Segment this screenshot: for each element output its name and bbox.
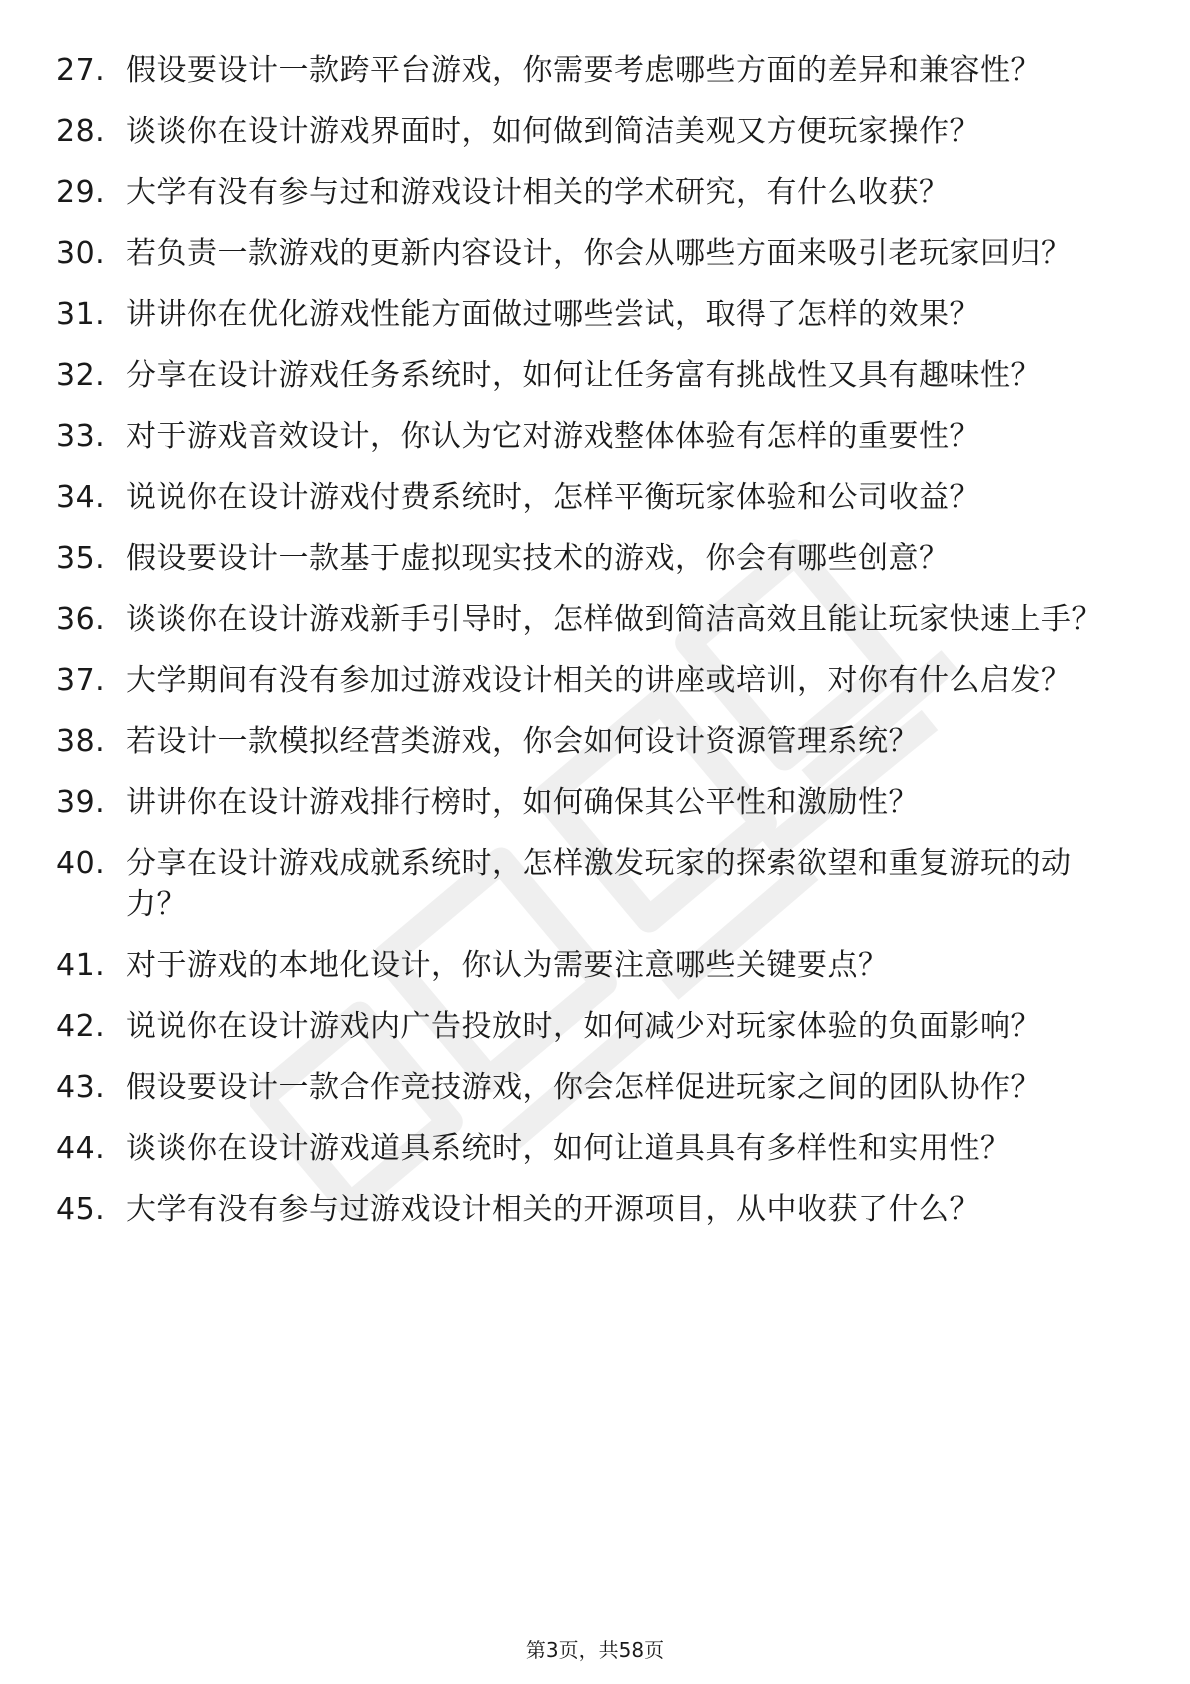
question-item <box>0 416 1190 457</box>
question-number: 39. <box>56 785 106 820</box>
question-number: 29. <box>56 175 106 210</box>
question-number: 35. <box>56 541 106 576</box>
question-item <box>0 233 1190 274</box>
question-number: 32. <box>56 358 106 393</box>
question-item <box>0 477 1190 518</box>
question-text: 谈谈你在设计游戏新手引导时，怎样做到简洁高效且能让玩家快速上手？ <box>126 602 1102 637</box>
question-item <box>0 599 1190 640</box>
question-text: 大学有没有参与过游戏设计相关的开源项目，从中收获了什么？ <box>126 1192 980 1227</box>
question-number: 38. <box>56 724 106 759</box>
question-text: 大学有没有参与过和游戏设计相关的学术研究，有什么收获？ <box>126 175 950 210</box>
question-number: 34. <box>56 480 106 515</box>
question-number: 40. <box>56 846 106 881</box>
question-item <box>0 945 1190 986</box>
question-text: 谈谈你在设计游戏界面时，如何做到简洁美观又方便玩家操作？ <box>126 114 980 149</box>
question-item <box>0 721 1190 762</box>
question-number: 41. <box>56 948 106 983</box>
question-number: 28. <box>56 114 106 149</box>
question-item <box>0 355 1190 396</box>
question-item <box>0 172 1190 213</box>
question-number: 27. <box>56 53 106 88</box>
question-item <box>0 1128 1190 1169</box>
question-text: 分享在设计游戏任务系统时，如何让任务富有挑战性又具有趣味性？ <box>126 358 1041 393</box>
question-text: 讲讲你在优化游戏性能方面做过哪些尝试，取得了怎样的效果？ <box>126 297 980 332</box>
question-text: 若设计一款模拟经营类游戏，你会如何设计资源管理系统？ <box>126 724 919 759</box>
question-number: 43. <box>56 1070 106 1105</box>
question-text: 对于游戏音效设计，你认为它对游戏整体体验有怎样的重要性？ <box>126 419 980 454</box>
question-text: 假设要设计一款基于虚拟现实技术的游戏，你会有哪些创意？ <box>126 541 950 576</box>
question-item <box>0 294 1190 335</box>
page-number-label: 第3页，共58页 <box>525 1638 665 1662</box>
question-item <box>0 1189 1190 1230</box>
question-number: 45. <box>56 1192 106 1227</box>
question-item <box>0 1067 1190 1108</box>
question-item <box>0 843 1190 925</box>
question-item <box>0 1006 1190 1047</box>
question-number: 37. <box>56 663 106 698</box>
question-text: 谈谈你在设计游戏道具系统时，如何让道具具有多样性和实用性？ <box>126 1131 1011 1166</box>
question-text: 对于游戏的本地化设计，你认为需要注意哪些关键要点？ <box>126 948 889 983</box>
question-text: 假设要设计一款合作竞技游戏，你会怎样促进玩家之间的团队协作？ <box>126 1070 1041 1105</box>
question-text: 若负责一款游戏的更新内容设计，你会从哪些方面来吸引老玩家回归？ <box>126 236 1072 271</box>
question-number: 33. <box>56 419 106 454</box>
question-item <box>0 111 1190 152</box>
question-text: 假设要设计一款跨平台游戏，你需要考虑哪些方面的差异和兼容性？ <box>126 53 1041 88</box>
question-text: 大学期间有没有参加过游戏设计相关的讲座或培训，对你有什么启发？ <box>126 663 1072 698</box>
question-number: 36. <box>56 602 106 637</box>
question-text: 分享在设计游戏成就系统时，怎样激发玩家的探索欲望和重复游玩的动力？ <box>126 846 1072 922</box>
question-item <box>0 660 1190 701</box>
page-footer <box>0 1636 1190 1664</box>
question-text: 说说你在设计游戏付费系统时，怎样平衡玩家体验和公司收益？ <box>126 480 980 515</box>
question-number: 44. <box>56 1131 106 1166</box>
question-number: 42. <box>56 1009 106 1044</box>
question-item <box>0 50 1190 91</box>
question-number: 31. <box>56 297 106 332</box>
question-text: 说说你在设计游戏内广告投放时，如何减少对玩家体验的负面影响？ <box>126 1009 1041 1044</box>
question-item <box>0 538 1190 579</box>
question-item <box>0 782 1190 823</box>
question-number: 30. <box>56 236 106 271</box>
question-list <box>0 50 1190 1250</box>
question-text: 讲讲你在设计游戏排行榜时，如何确保其公平性和激励性？ <box>126 785 919 820</box>
